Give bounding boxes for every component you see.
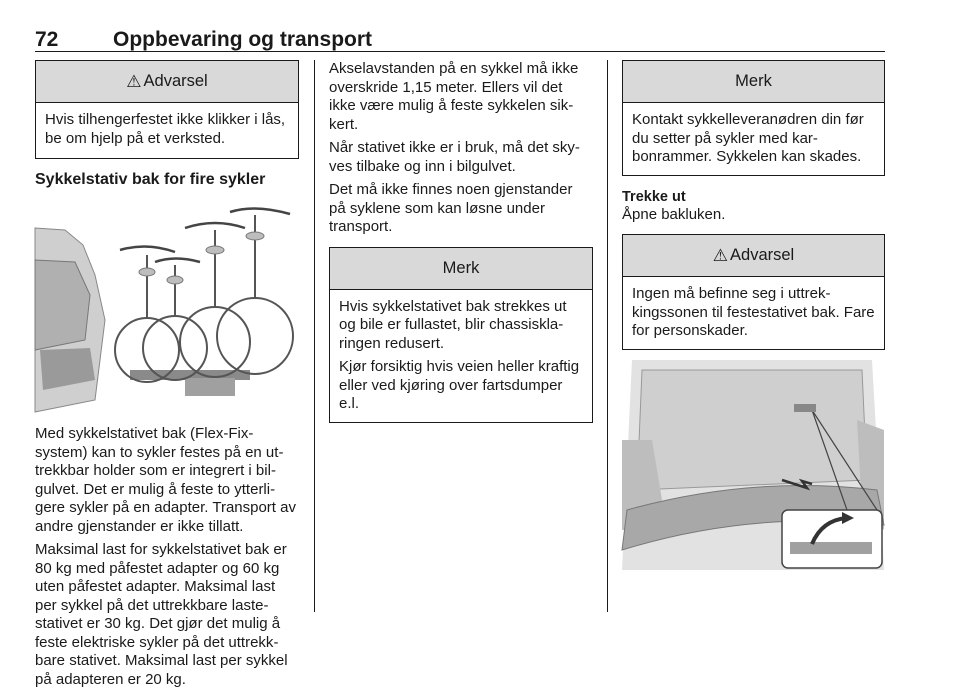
column-right [622,60,885,572]
page-number: 72 [35,28,59,51]
column-left [35,60,299,688]
paragraph: Akselavstanden på en sykkel må ikke overskride 1,15 meter. Ellers vil det ikke være mulig å feste sykkelen sikkert. [329,60,579,133]
paragraph: Med sykkelstativet bak (Flex-Fix-system) kan to sykler festes på en uttrekkbar holder som er integrert i bilgulvet. Det er mulig å feste to ytterligere sykler på en adapter. Transport av andre gjenstander er ikke tillatt. [35,425,296,535]
section-heading: Sykkelstativ bak for fire sykler [35,171,266,188]
note-text: Kontakt sykkelleveranødren din før du setter på sykler med karbonrammer. Sykkelen kan skades. [632,111,864,165]
warning-body [36,103,298,156]
column-middle [329,60,593,423]
warning-header [623,235,884,277]
warning-header [36,61,298,103]
warning-triangle-icon: ⚠ [126,71,142,91]
note-header: Merk [623,61,884,103]
warning-text: Hvis tilhengerfestet ikke klikker i lås, be om hjelp på et verksted. [45,111,286,147]
paragraph: Det må ikke finnes noen gjenstander på syklene som kan løsne under transport. [329,181,573,235]
column-divider [314,60,315,612]
note-text: Kjør forsiktig hvis veien heller kraftig eller ved kjøring over fartsdumper e.l. [339,358,580,412]
page-header [35,22,885,52]
note-body [623,103,884,175]
note-box [329,247,593,423]
warning-box [622,234,885,350]
column-divider [607,60,608,612]
paragraph: Maksimal last for sykkelstativet bak er 80 kg med påfestet adapter og 60 kg uten påfestet adapter. Maksimal last per sykkel på det uttrekkbare lastestativet er 30 kg. Det gjør det mulig å feste elektriske sykler på det uttrekkbare stativet. Maksimal last per sykkel på adapteren er 20 kg. [35,541,288,688]
warning-title: Advarsel [730,246,795,264]
warning-text: Ingen må befinne seg i uttrekkingssonen til festestativet bak. Fare for personskader. [632,285,875,339]
subsection-heading: Trekke ut [622,188,686,205]
bike-rack-illustration [35,200,299,412]
warning-body [623,277,884,349]
warning-box [35,60,299,159]
page-title: Oppbevaring og transport [113,28,373,51]
section-text [35,425,299,688]
note-box [622,60,885,176]
note-header: Merk [330,248,592,290]
note-body [330,290,592,422]
paragraph: Åpne bakluken. [622,205,726,223]
trunk-illustration [622,360,885,572]
note-text: Hvis sykkelstativet bak strekkes ut og bile er fullastet, blir chassisklaringen redusert. [339,297,567,352]
warning-title: Advarsel [143,72,208,90]
warning-triangle-icon: ⚠ [712,245,729,265]
paragraph: Når stativet ikke er i bruk, må det skyves tilbake og inn i bilgulvet. [329,139,580,175]
